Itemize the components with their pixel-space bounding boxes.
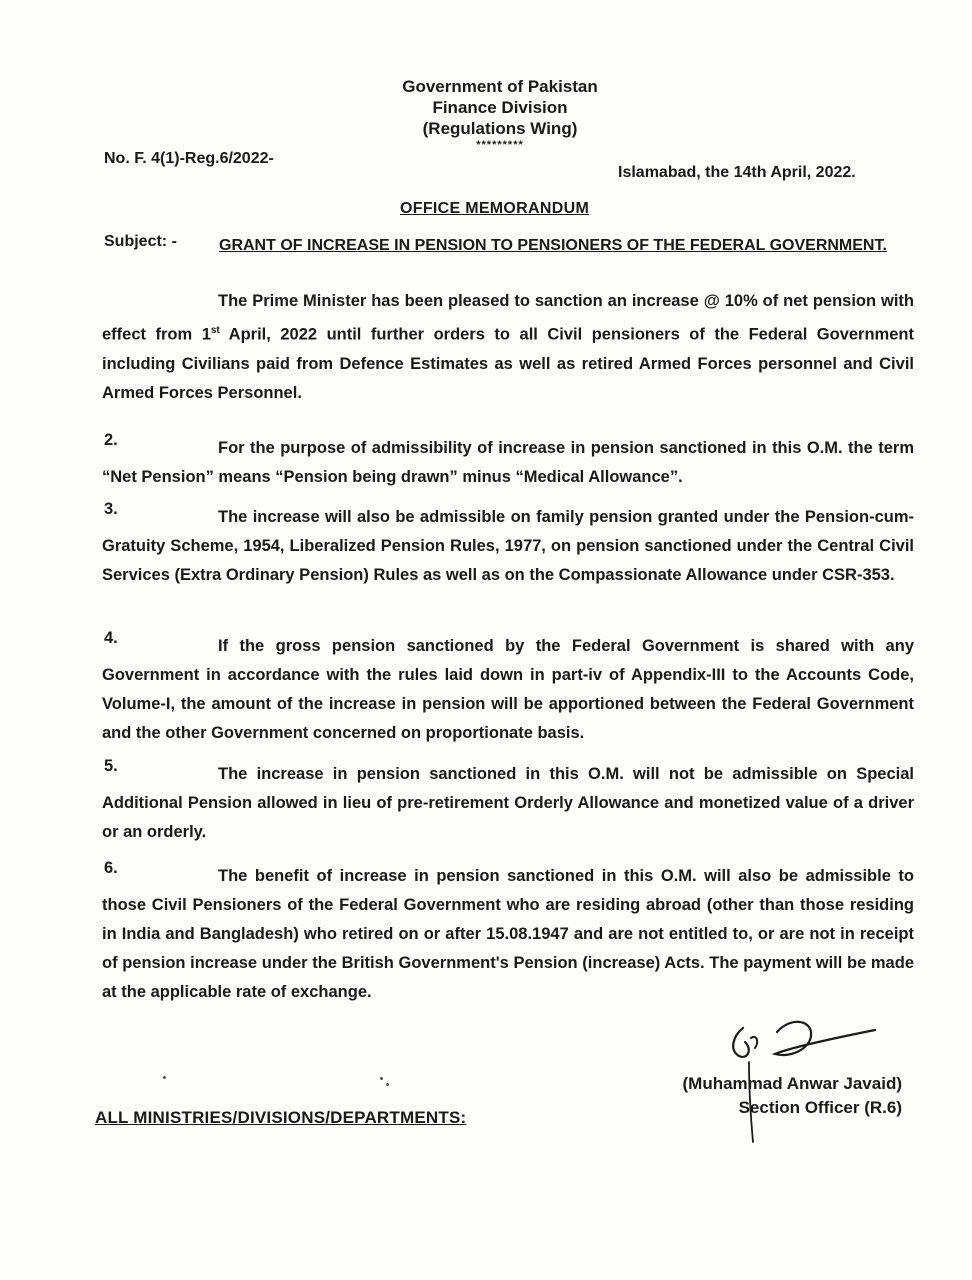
paragraph-5 [102, 757, 914, 847]
paragraph-text: The benefit of increase in pension sanctioned in this O.M. will also be admissible to those Civil Pensioners of the Federal Government who are residing abroad (other than those residing in India and Bangladesh) who retired on or after 15.08.1947 and are not entitled to, or are not in receipt of pension increase under the British Government's Pension (increase) Acts. The payment will be made at the applicable rate of exchange. [102, 867, 914, 1001]
paragraph-number: 6. [104, 859, 118, 877]
signature-block [640, 1072, 902, 1120]
letterhead-stars: ********* [476, 139, 524, 151]
scan-speck [380, 1077, 383, 1080]
paragraph-2 [102, 431, 914, 492]
paragraph-number: 4. [104, 629, 118, 647]
paragraph-text: For the purpose of admissibility of increase in pension sanctioned in this O.M. the term “Net Pension” means “Pension being drawn” minus “Medical Allowance”. [102, 439, 914, 486]
scan-speck [163, 1076, 166, 1079]
subject-text: GRANT OF INCREASE IN PENSION TO PENSIONERS OF THE FEDERAL GOVERNMENT. [219, 237, 887, 254]
paragraph-1 [102, 287, 914, 408]
paragraph-number: 3. [104, 500, 118, 518]
paragraph-1-text-a: The Prime Minister has been pleased to sanction an increase @ 10% of net pension with effect from 1 [102, 292, 914, 344]
paragraph-3 [102, 500, 914, 590]
paragraph-text [102, 287, 914, 408]
paragraph-number: 5. [104, 757, 118, 775]
document-title: OFFICE MEMORANDUM [400, 200, 590, 217]
letterhead-division: Finance Division [432, 98, 568, 117]
letterhead-wing: (Regulations Wing) [422, 119, 578, 138]
signatory-name: (Muhammad Anwar Javaid) [682, 1074, 902, 1093]
paragraph-1-text-b: April, 2022 until further orders to all Civil pensioners of the Federal Government including Civilians paid from Defence Estimates as well as retired Armed Forces personnel and Civil Armed Forces Personnel. [102, 325, 914, 402]
reference-number: No. F. 4(1)-Reg.6/2022- [104, 150, 274, 167]
paragraph-text: The increase will also be admissible on family pension granted under the Pension-cum-Gratuity Scheme, 1954, Liberalized Pension Rules, 1977, on pension sanctioned under the Central Civil Services (Extra Ordinary Pension) Rules as well as on the Compassionate Allowance under CSR-353. [102, 508, 914, 584]
paragraph-text: If the gross pension sanctioned by the Federal Government is shared with any Government in accordance with the rules laid down in part-iv of Appendix-III to the Accounts Code, Volume-I, the amount of the increase in pension will be apportioned between the Federal Government and the other Government concerned on proportionate basis. [102, 637, 914, 742]
paragraph-number: 2. [104, 431, 118, 449]
place-and-date: Islamabad, the 14th April, 2022. [618, 164, 856, 181]
ordinal-suffix: st [210, 325, 220, 336]
signatory-designation: Section Officer (R.6) [738, 1098, 902, 1117]
subject-label: Subject: - [104, 233, 177, 250]
scan-speck [386, 1083, 389, 1086]
distribution-list: ALL MINISTRIES/DIVISIONS/DEPARTMENTS: [95, 1108, 467, 1127]
letterhead [360, 76, 640, 151]
paragraph-text: The increase in pension sanctioned in this O.M. will not be admissible on Special Additional Pension allowed in lieu of pre-retirement Orderly Allowance and monetized value of a driver or an orderly. [102, 765, 914, 841]
paragraph-6 [102, 859, 914, 1007]
paragraph-4 [102, 629, 914, 748]
letterhead-government: Government of Pakistan [402, 77, 598, 96]
